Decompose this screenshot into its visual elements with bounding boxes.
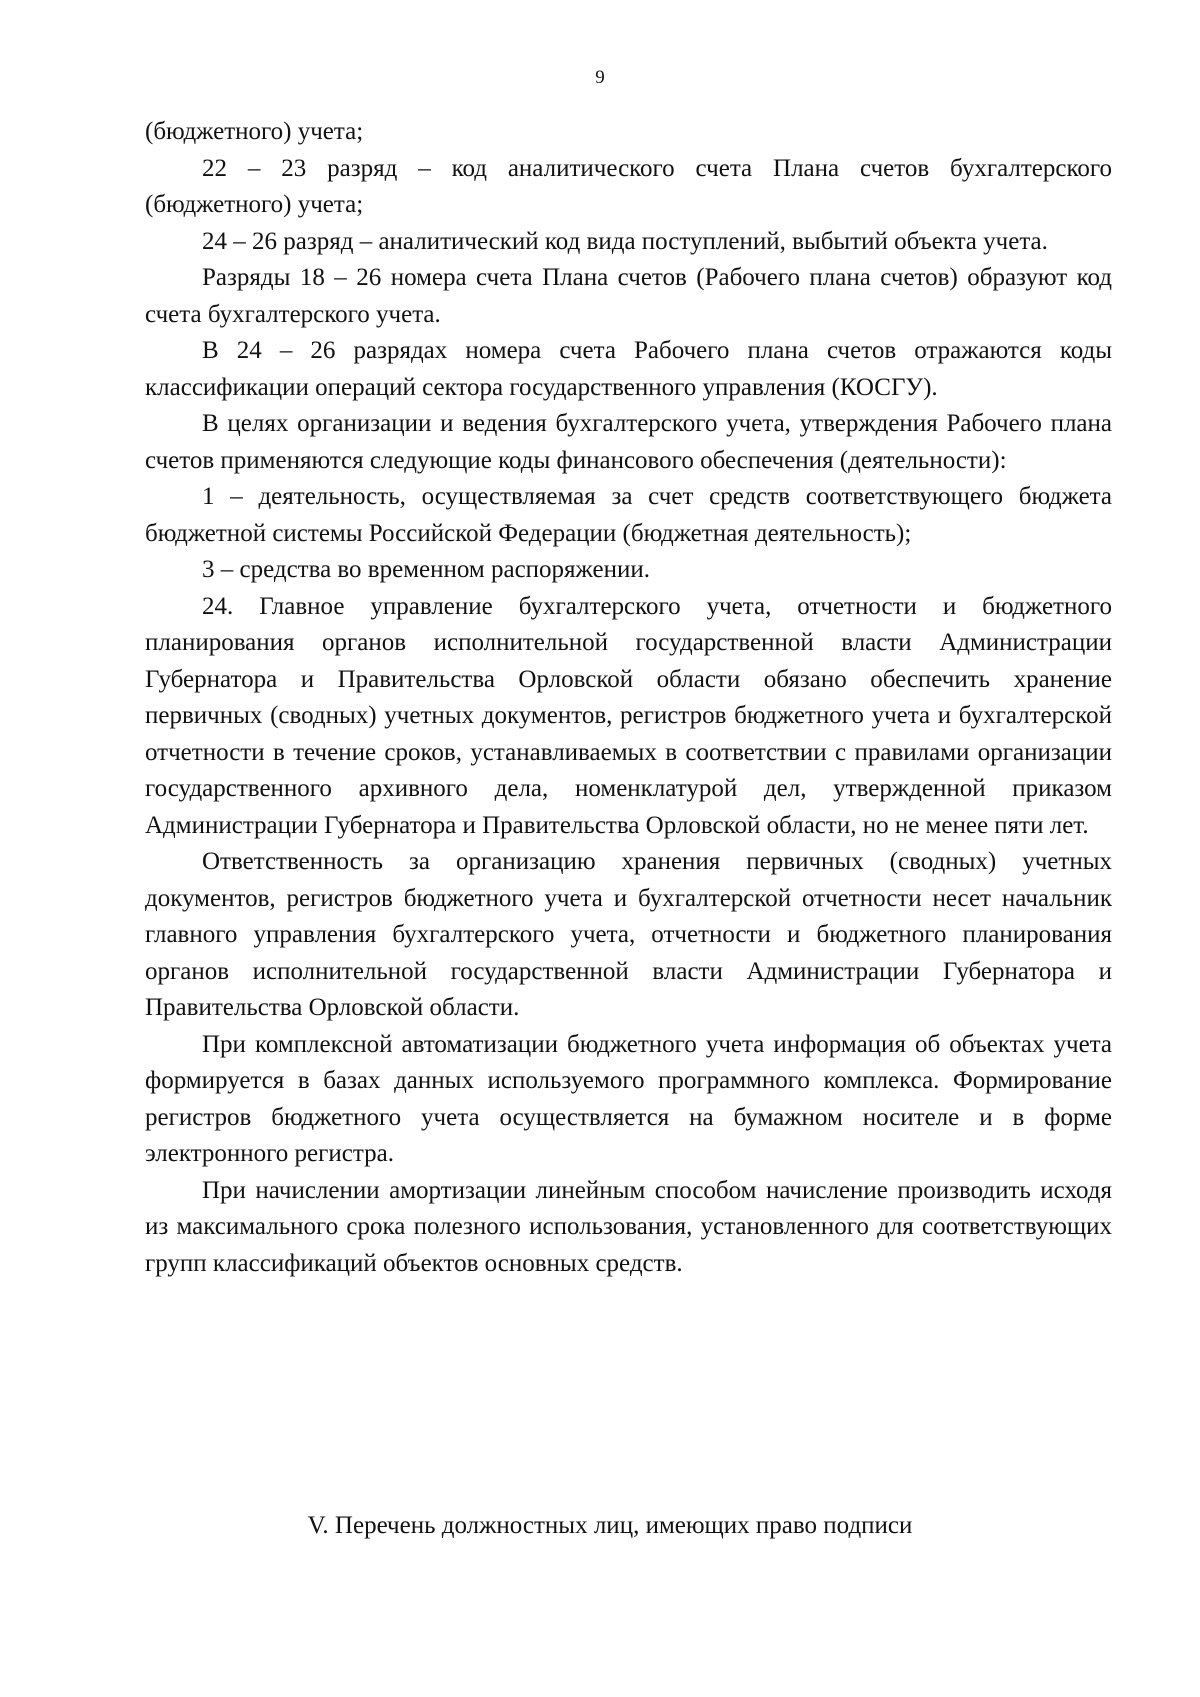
section-heading: V. Перечень должностных лиц, имеющих право подписи xyxy=(307,1512,913,1539)
paragraph-digits-22-23: 22 – 23 разряд – код аналитического счета Плана счетов бухгалтерского (бюджетного) учета; xyxy=(145,154,1112,218)
body-text xyxy=(145,114,1112,1282)
paragraph-responsibility: Ответственность за организацию хранения первичных (сводных) учетных документов, регистров бюджетного учета и бухгалтерской отчетности несет начальник главного управления бухгалтерского учета, отчетности и бюджетного планирования органов исполнительной государственной власти Администрации Губернатора и Правительства Орловской области. xyxy=(145,848,1112,1021)
paragraph-digits-24-26: 24 – 26 разряд – аналитический код вида поступлений, выбытий объекта учета. xyxy=(202,227,1048,255)
paragraph-automation: При комплексной автоматизации бюджетного учета информация об объектах учета формируется в базах данных используемого программного комплекса. Формирование регистров бюджетного учета осуществляется на бумажном носителе и в форме электронного регистра. xyxy=(145,1030,1112,1167)
paragraph-continuation: (бюджетного) учета; xyxy=(145,118,364,145)
paragraph-amortization: При начислении амортизации линейным способом начисление производить исходя из максимального срока полезного использования, установленного для соответствующих групп классификаций объектов основных средств. xyxy=(145,1176,1112,1277)
paragraph-code-3: 3 – средства во временном распоряжении. xyxy=(202,556,650,583)
page-number: 9 xyxy=(595,67,605,88)
paragraph-item-24: 24. Главное управление бухгалтерского учета, отчетности и бюджетного планирования органов исполнительной государственной власти Администрации Губернатора и Правительства Орловской области обязано обеспечить хранение первичных (сводных) учетных документов, регистров бюджетного учета и бухгалтерской отчетности в течение сроков, устанавливаемых в соответствии с правилами организации государственного архивного дела, номенклатурой дел, утвержденной приказом Администрации Губернатора и Правительства Орловской области, но не менее пяти лет. xyxy=(145,592,1112,839)
paragraph-financing-codes: В целях организации и ведения бухгалтерского учета, утверждения Рабочего плана счетов применяются следующие коды финансового обеспечения (деятельности): xyxy=(145,410,1112,474)
paragraph-digits-18-26: Разряды 18 – 26 номера счета Плана счетов (Рабочего плана счетов) образуют код счета бухгалтерского учета. xyxy=(145,264,1112,328)
paragraph-kosgu: В 24 – 26 разрядах номера счета Рабочего плана счетов отражаются коды классификации операций сектора государственного управления (КОСГУ). xyxy=(145,337,1112,401)
paragraph-code-1: 1 – деятельность, осуществляемая за счет средств соответствующего бюджета бюджетной системы Российской Федерации (бюджетная деятельность); xyxy=(145,483,1112,547)
